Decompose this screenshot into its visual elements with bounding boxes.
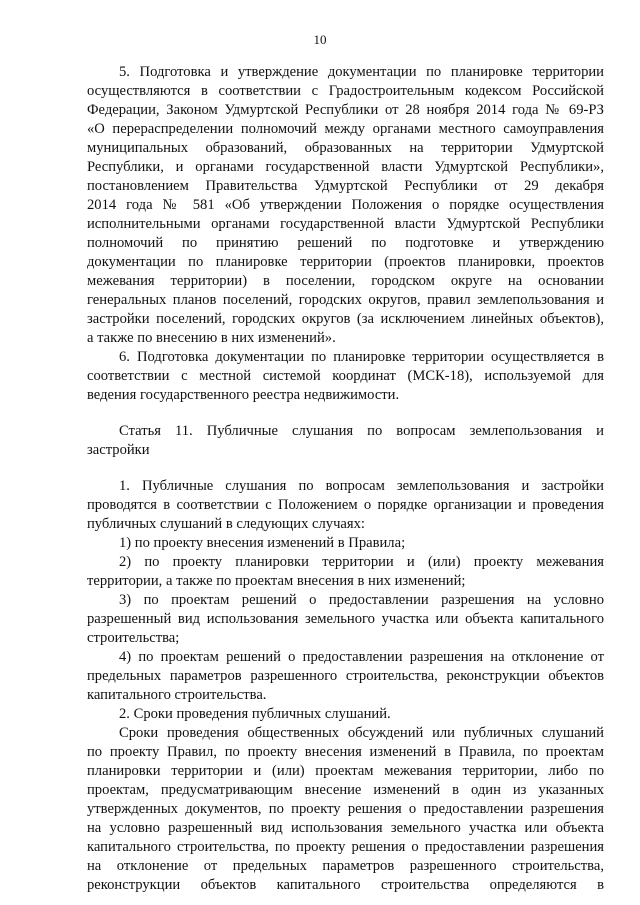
text-line: планировки территории и (или) проектам межевания территории, либо по bbox=[87, 763, 604, 779]
text-line: на отклонение от предельных параметров разрешенного строительства, bbox=[87, 858, 604, 874]
text-line: межевания территории) в поселении, городском округе на основании bbox=[87, 273, 604, 289]
text-line: строительства; bbox=[87, 630, 180, 646]
text-line: 2) по проекту планировки территории и (или) проекту межевания bbox=[119, 554, 604, 570]
text-line: 4) по проектам решений о предоставлении разрешения на отклонение от bbox=[119, 649, 604, 665]
text-line: осуществляются в соответствии с Градостроительным кодексом Российской bbox=[87, 83, 604, 99]
text-line: проектам, предусматривающим внесение изменений в один из указанных bbox=[87, 782, 604, 798]
clause-2-deadlines bbox=[87, 724, 604, 895]
text-line: Федерации, Законом Удмуртской Республики от 28 ноября 2014 года № 69-РЗ bbox=[87, 102, 604, 118]
page-number: 10 bbox=[313, 32, 327, 47]
list-item-2 bbox=[87, 553, 604, 591]
text-line: 3) по проектам решений о предоставлении разрешения на условно bbox=[119, 592, 604, 608]
text-line: капитального строительства, по проекту решения о предоставлении разрешения bbox=[87, 839, 604, 855]
text-line: Статья 11. Публичные слушания по вопросам землепользования и bbox=[119, 423, 604, 439]
text-line: 5. Подготовка и утверждение документации по планировке территории bbox=[119, 64, 604, 80]
paragraph-6-coordinate-system bbox=[87, 348, 604, 405]
article-11-heading bbox=[87, 422, 604, 460]
text-line: застройки поселений, городских округов (за исключением линейных объектов), bbox=[87, 311, 604, 327]
spacer bbox=[87, 460, 604, 477]
list-item-1 bbox=[87, 534, 604, 553]
text-line: утвержденных документов, по проекту решения о предоставлении разрешения bbox=[87, 801, 604, 817]
text-line: «О перераспределении полномочий между органами местного самоуправления bbox=[87, 121, 604, 137]
text-line: реконструкции объектов капитального строительства определяются в bbox=[87, 877, 604, 893]
text-line: публичных слушаний в следующих случаях: bbox=[87, 516, 365, 532]
text-line: на условно разрешенный вид использования земельного участка или объекта bbox=[87, 820, 604, 836]
text-line: 2. Сроки проведения публичных слушаний. bbox=[119, 706, 391, 722]
clause-2-heading bbox=[87, 705, 604, 724]
text-line: по проекту Правил, по проекту внесения изменений в Правила, по проектам bbox=[87, 744, 604, 760]
text-line: Сроки проведения общественных обсуждений или публичных слушаний bbox=[119, 725, 604, 741]
document-body bbox=[87, 63, 604, 895]
text-line: 2014 года № 581 «Об утверждении Положения о порядке осуществления bbox=[87, 197, 604, 213]
text-line: соответствии с местной системой координат (МСК-18), используемой для bbox=[87, 368, 604, 384]
text-line: 1. Публичные слушания по вопросам землепользования и застройки bbox=[119, 478, 604, 494]
spacer bbox=[87, 405, 604, 422]
text-line: территории, а также по проектам внесения в них изменений; bbox=[87, 573, 466, 589]
list-item-4 bbox=[87, 648, 604, 705]
text-line: 1) по проекту внесения изменений в Правила; bbox=[119, 535, 406, 551]
text-line: постановлением Правительства Удмуртской Республики от 29 декабря bbox=[87, 178, 604, 194]
text-line: муниципальных образований, образованных на территории Удмуртской bbox=[87, 140, 604, 156]
text-line: разрешенный вид использования земельного участка или объекта капитального bbox=[87, 611, 604, 627]
text-line: проводятся в соответствии с Положением о порядке организации и проведения bbox=[87, 497, 604, 513]
list-item-3 bbox=[87, 591, 604, 648]
text-line: Республики, и органами государственной власти Удмуртской Республики», bbox=[87, 159, 604, 175]
text-line: предельных параметров разрешенного строительства, реконструкции объектов bbox=[87, 668, 604, 684]
text-line: генеральных планов поселений, городских округов, правил землепользования и bbox=[87, 292, 604, 308]
text-line: капитального строительства. bbox=[87, 687, 267, 703]
text-line: документации по планировке территории (проектов планировки, проектов bbox=[87, 254, 604, 270]
text-line: 6. Подготовка документации по планировке территории осуществляется в bbox=[119, 349, 604, 365]
text-line: а также по внесению в них изменений». bbox=[87, 330, 336, 346]
clause-1-hearings bbox=[87, 477, 604, 534]
text-line: ведения государственного реестра недвижимости. bbox=[87, 387, 400, 403]
text-line: полномочий по принятию решений по подготовке и утверждению bbox=[87, 235, 604, 251]
paragraph-5-planning-docs bbox=[87, 63, 604, 348]
text-line: застройки bbox=[87, 442, 150, 458]
text-line: исполнительными органами государственной власти Удмуртской Республики bbox=[87, 216, 604, 232]
